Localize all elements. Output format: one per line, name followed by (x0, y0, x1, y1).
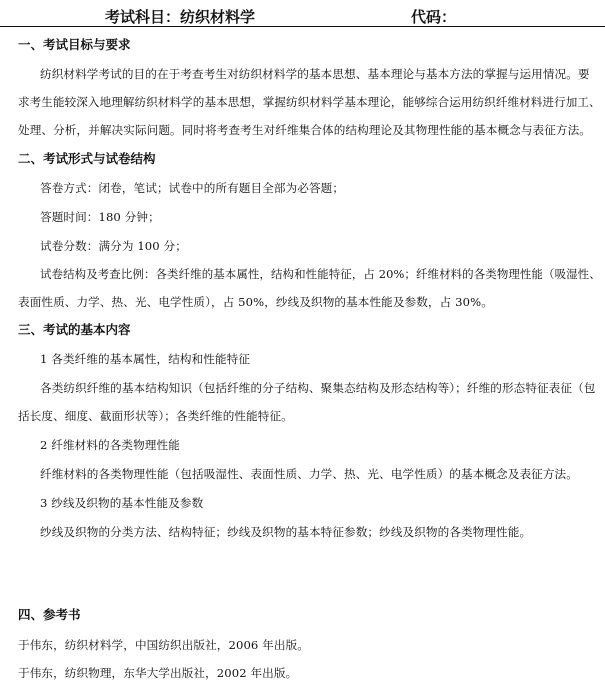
content-item-2-line-1: 纤维材料的各类物理性能（包括吸湿性、表面性质、力学、热、光、电学性质）的基本概念及表征方法。 (40, 467, 578, 481)
exam-code: 代码： (411, 8, 457, 26)
section-3-title: 三、考试的基本内容 (18, 322, 131, 337)
section-2-title: 二、考试形式与试卷结构 (18, 151, 156, 166)
section-1-title: 一、考试目标与要求 (18, 37, 131, 52)
answer-time: 答题时间：180 分钟； (40, 210, 160, 224)
structure-line-2: 表面性质、力学、热、光、电学性质），占 50%，纱线及织物的基本性能及参数，占 30%。 (18, 295, 493, 309)
content-item-3-line-1: 纱线及织物的分类方法、结构特征；纱线及织物的基本特征参数；纱线及织物的各类物理性能。 (40, 525, 532, 539)
reference-book-2: 于伟东，纺织物理，东华大学出版社，2002 年出版。 (18, 666, 298, 680)
section-1-line-3: 处理、分析，并解决实际问题。同时将考查考生对纤维集合体的结构理论及其物理性能的基本概念与表征方法。 (18, 123, 591, 137)
exam-subject: 考试科目：纺织材料学 (105, 8, 256, 26)
reference-book-1: 于伟东，纺织材料学，中国纺织出版社，2006 年出版。 (18, 638, 309, 652)
section-1-line-2: 求考生能较深入地理解纺织材料学的基本思想，掌握纺织材料学基本理论，能够综合运用纺织纤维材料进行加工、 (18, 95, 601, 109)
structure-line-1: 试卷结构及考查比例：各类纤维的基本属性，结构和性能特征，占 20%；纤维材料的各类物理性能（吸湿性、 (40, 267, 601, 281)
section-4-title: 四、参考书 (18, 607, 81, 622)
content-item-1-line-1: 各类纺织纤维的基本结构知识（包括纤维的分子结构、聚集态结构及形态结构等）；纤维的形态特征表征（包 (40, 381, 596, 395)
answer-method: 答卷方式：闭卷，笔试；试卷中的所有题目全部为必答题； (40, 181, 345, 195)
section-1-line-1: 纺织材料学考试的目的在于考查考生对纺织材料学的基本思想、基本理论与基本方法的掌握与运用情况。要 (40, 67, 590, 81)
total-score: 试卷分数：满分为 100 分； (40, 239, 187, 253)
page-header (0, 4, 605, 27)
content-item-1-line-2: 括长度、细度、截面形状等）；各类纤维的性能特征。 (18, 409, 293, 423)
content-item-1-heading: 1 各类纤维的基本属性，结构和性能特征 (40, 352, 251, 366)
content-item-2-heading: 2 纤维材料的各类物理性能 (40, 438, 180, 452)
content-item-3-heading: 3 纱线及织物的基本性能及参数 (40, 496, 204, 510)
